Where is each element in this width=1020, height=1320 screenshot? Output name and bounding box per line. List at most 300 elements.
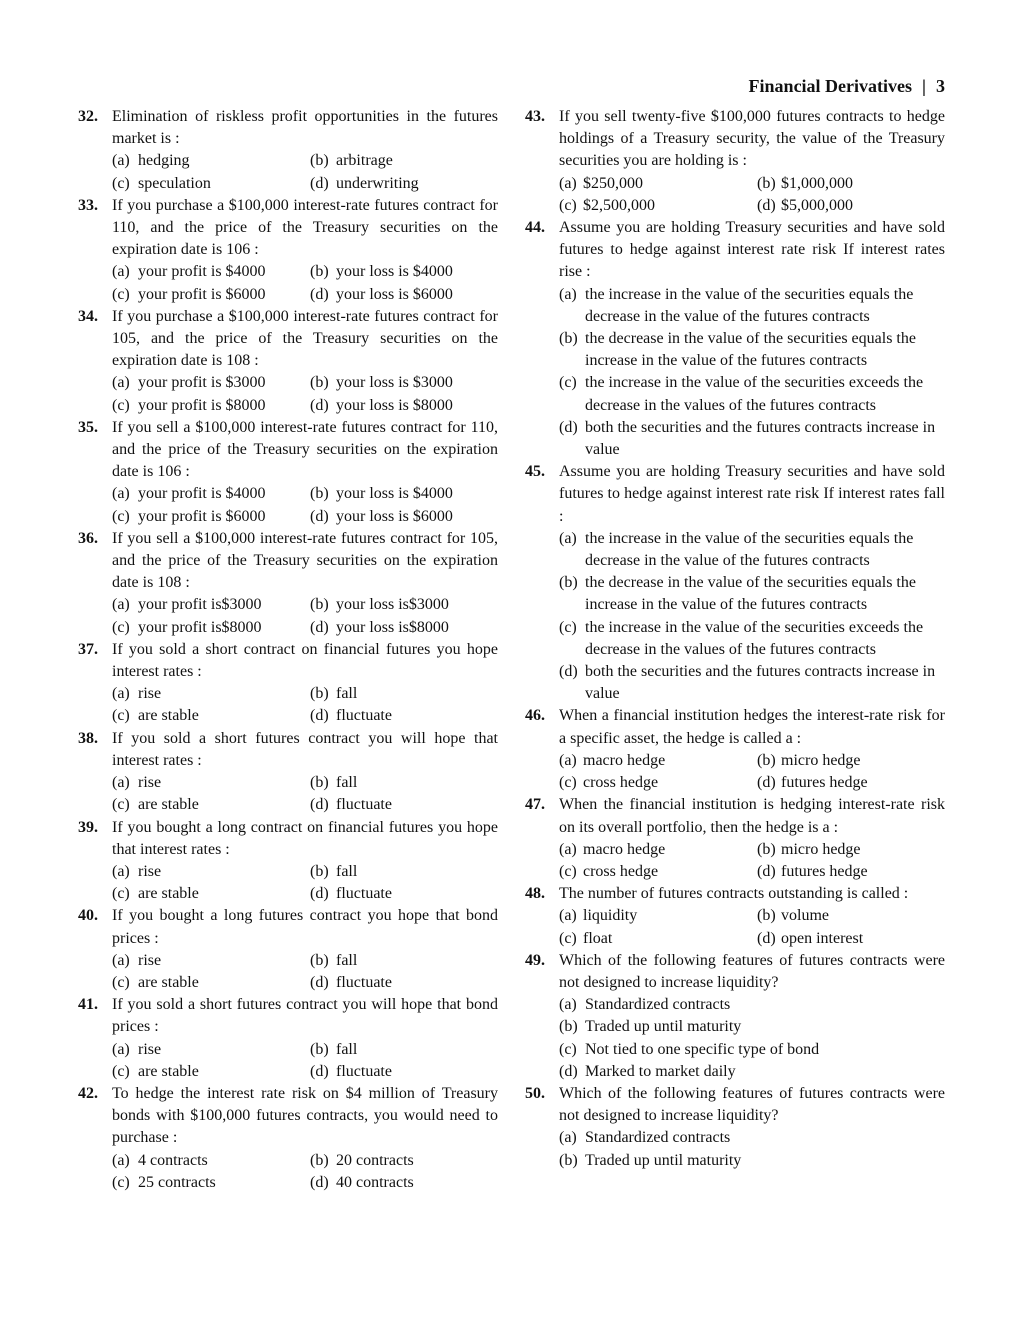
option-label: (a) (559, 285, 577, 303)
option-label: (d) (310, 707, 329, 725)
question-text: Which of the following features of futures contracts were not designed to increase liquidity? (559, 1084, 945, 1125)
option-text: the decrease in the value of the securities equals the increase in the value of the futures contracts (585, 330, 916, 370)
option-text: the increase in the value of the securities equals the decrease in the value of the futures contracts (585, 285, 914, 325)
answer-option (559, 1127, 945, 1149)
answer-option (310, 772, 498, 794)
option-text: the increase in the value of the securities equals the decrease in the value of the futures contracts (585, 529, 914, 570)
question-number: 47. (525, 796, 545, 814)
question-text: If you purchase a $100,000 interest-rate futures contract for 110, and the price of the Treasury securities on the expiration date is 106 : (112, 196, 498, 259)
question-text: If you sold a short futures contract you will hope that interest rates : (112, 729, 498, 769)
answer-options (112, 372, 498, 416)
question-38 (78, 728, 498, 817)
question-45 (525, 461, 945, 705)
option-label: (d) (559, 663, 578, 681)
question-text: Which of the following features of futures contracts were not designed to increase liquidity? (559, 951, 945, 991)
option-label: (a) (112, 596, 130, 614)
option-text: fall (336, 1040, 358, 1058)
answer-option (559, 772, 747, 794)
option-text: fluctuate (336, 796, 392, 814)
option-label: (d) (559, 418, 578, 436)
option-label: (d) (757, 774, 776, 792)
answer-option (112, 772, 300, 794)
option-label: (d) (310, 885, 329, 903)
option-text: your loss is$3000 (336, 596, 449, 614)
question-number: 37. (78, 640, 98, 658)
option-label: (c) (559, 1040, 577, 1058)
answer-option (310, 950, 498, 972)
option-text: 25 contracts (138, 1173, 216, 1191)
option-label: (a) (112, 1151, 130, 1169)
question-number: 32. (78, 108, 98, 125)
option-label: (d) (310, 973, 329, 991)
option-text: futures hedge (781, 862, 868, 880)
question-number: 45. (525, 463, 545, 481)
page-number: 3 (936, 76, 945, 96)
answer-options (559, 750, 945, 794)
answer-option (559, 928, 747, 950)
option-text: fluctuate (336, 885, 392, 903)
option-text: $2,500,000 (583, 196, 655, 214)
answer-option (559, 173, 747, 195)
option-label: (a) (559, 751, 577, 769)
answer-options (112, 483, 498, 527)
answer-option (559, 905, 747, 927)
option-label: (a) (559, 996, 577, 1014)
option-label: (b) (757, 907, 776, 925)
option-label: (c) (112, 507, 130, 525)
answer-option (112, 150, 300, 172)
answer-option (310, 284, 498, 306)
question-47 (525, 794, 945, 883)
answer-options (112, 1150, 498, 1194)
answer-option (757, 839, 945, 861)
question-number: 41. (78, 996, 98, 1014)
option-label: (b) (310, 596, 329, 614)
answer-option (310, 150, 498, 172)
option-label: (c) (112, 707, 130, 725)
question-49 (525, 950, 945, 1083)
option-label: (d) (310, 796, 329, 814)
question-33 (78, 195, 498, 306)
option-label: (d) (559, 1062, 578, 1080)
option-text: futures hedge (781, 774, 868, 792)
option-text: are stable (138, 707, 199, 725)
option-label: (c) (559, 374, 577, 392)
answer-option (559, 839, 747, 861)
answer-options (112, 594, 498, 638)
option-text: volume (781, 907, 829, 925)
answer-option (112, 1172, 300, 1194)
answer-option (310, 883, 498, 905)
option-label: (c) (559, 618, 577, 636)
question-number: 50. (525, 1084, 545, 1102)
answer-options (112, 683, 498, 727)
option-text: Marked to market daily (585, 1062, 736, 1080)
option-text: your loss is $6000 (336, 507, 453, 525)
option-label: (d) (310, 1173, 329, 1191)
option-text: fluctuate (336, 973, 392, 991)
answer-option (310, 705, 498, 727)
answer-option (112, 683, 300, 705)
option-text: fall (336, 862, 358, 880)
answer-option (559, 328, 945, 372)
answer-option (310, 617, 498, 639)
question-text: If you sold a short contract on financial futures you hope interest rates : (112, 640, 498, 681)
question-35 (78, 417, 498, 528)
option-text: rise (138, 774, 162, 792)
option-text: fluctuate (336, 707, 392, 725)
answer-option (112, 950, 300, 972)
question-text: The number of futures contracts outstanding is called : (559, 885, 909, 903)
option-label: (b) (310, 1040, 329, 1058)
question-39 (78, 817, 498, 906)
question-number: 40. (78, 907, 98, 925)
answer-option (559, 284, 945, 328)
option-text: macro hedge (583, 751, 666, 769)
answer-options (112, 261, 498, 305)
answer-option (559, 994, 945, 1016)
option-label: (b) (757, 174, 776, 192)
option-text: 20 contracts (336, 1151, 414, 1169)
option-label: (b) (559, 330, 578, 348)
option-text: fall (336, 774, 358, 792)
answer-option (112, 1039, 300, 1061)
option-text: speculation (138, 174, 211, 192)
header-title: Financial Derivatives (748, 76, 913, 96)
answer-options (559, 994, 945, 1083)
question-text: Assume you are holding Treasury securities and have sold futures to hedge against interest rate risk If interest rates rise : (559, 219, 945, 281)
answer-options (112, 772, 498, 816)
answer-option (112, 794, 300, 816)
option-text: Traded up until maturity (585, 1018, 742, 1036)
option-text: your profit is $4000 (138, 263, 266, 281)
option-text: are stable (138, 885, 199, 903)
answer-option (310, 506, 498, 528)
option-label: (a) (112, 774, 130, 792)
option-text: liquidity (583, 907, 638, 925)
right-column (525, 106, 945, 1172)
answer-option (757, 195, 945, 217)
option-label: (a) (559, 840, 577, 858)
option-label: (a) (559, 907, 577, 925)
answer-option (757, 861, 945, 883)
answer-option (310, 683, 498, 705)
option-label: (b) (310, 774, 329, 792)
option-text: the decrease in the value of the securities equals the increase in the value of the futures contracts (585, 574, 916, 614)
option-label: (c) (112, 796, 130, 814)
option-text: micro hedge (781, 751, 861, 769)
option-label: (d) (310, 396, 329, 414)
answer-options (112, 950, 498, 994)
answer-option (310, 395, 498, 417)
option-label: (b) (310, 951, 329, 969)
question-number: 49. (525, 951, 545, 969)
answer-option (559, 1016, 945, 1038)
answer-option (757, 750, 945, 772)
question-34 (78, 306, 498, 417)
option-text: your loss is $4000 (336, 263, 453, 281)
answer-options (112, 1039, 498, 1083)
question-number: 46. (525, 707, 545, 725)
option-text: your loss is$8000 (336, 618, 449, 636)
answer-options (559, 284, 945, 462)
question-text: If you sell a $100,000 interest-rate futures contract for 105, and the price of the Treasury securities on the expiration date is 108 : (112, 529, 498, 592)
option-label: (a) (112, 374, 130, 392)
option-text: 4 contracts (138, 1151, 208, 1169)
question-text: Elimination of riskless profit opportunities in the futures market is : (112, 108, 498, 148)
question-number: 35. (78, 418, 98, 436)
option-label: (c) (559, 929, 577, 947)
option-label: (b) (310, 862, 329, 880)
option-text: fall (336, 951, 358, 969)
option-text: your loss is $6000 (336, 285, 453, 303)
question-text: Assume you are holding Treasury securities and have sold futures to hedge against interest rate risk If interest rates fall : (559, 463, 945, 525)
option-text: your loss is $3000 (336, 374, 453, 392)
option-label: (b) (310, 485, 329, 503)
question-number: 43. (525, 108, 545, 125)
answer-option (310, 1172, 498, 1194)
answer-option (559, 617, 945, 661)
option-text: rise (138, 862, 162, 880)
question-number: 42. (78, 1084, 98, 1102)
option-label: (c) (559, 862, 577, 880)
option-label: (c) (112, 885, 130, 903)
question-number: 38. (78, 729, 98, 747)
option-label: (a) (112, 1040, 130, 1058)
answer-option (112, 861, 300, 883)
option-label: (c) (112, 396, 130, 414)
option-text: Not tied to one specific type of bond (585, 1040, 820, 1058)
option-label: (a) (112, 862, 130, 880)
option-label: (b) (757, 840, 776, 858)
option-label: (b) (310, 374, 329, 392)
answer-option (757, 905, 945, 927)
answer-option (559, 861, 747, 883)
answer-option (559, 1061, 945, 1083)
option-label: (d) (757, 862, 776, 880)
answer-option (112, 284, 300, 306)
answer-options (559, 173, 945, 217)
option-label: (b) (559, 574, 578, 592)
question-text: If you sell a $100,000 interest-rate futures contract for 110, and the price of the Treasury securities on the expiration date is 106 : (112, 418, 498, 481)
answer-option (112, 395, 300, 417)
answer-option (112, 1061, 300, 1083)
answer-option (112, 594, 300, 616)
option-text: the increase in the value of the securities exceeds the decrease in the values of the futures contracts (585, 618, 924, 658)
question-50 (525, 1083, 945, 1172)
answer-option (112, 506, 300, 528)
option-label: (b) (310, 263, 329, 281)
answer-option (559, 372, 945, 416)
answer-options (559, 839, 945, 883)
option-label: (b) (310, 685, 329, 703)
answer-option (757, 173, 945, 195)
question-number: 34. (78, 307, 98, 325)
answer-option (559, 572, 945, 616)
answer-option (310, 372, 498, 394)
question-text: If you sold a short futures contract you will hope that bond prices : (112, 996, 498, 1036)
option-text: micro hedge (781, 840, 861, 858)
answer-option (310, 861, 498, 883)
option-text: $1,000,000 (781, 174, 853, 192)
answer-option (559, 661, 945, 705)
answer-option (559, 417, 945, 461)
option-text: the increase in the value of the securities exceeds the decrease in the values of the futures contracts (585, 374, 924, 414)
answer-option (310, 1039, 498, 1061)
question-text: To hedge the interest rate risk on $4 million of Treasury bonds with $100,000 futures contracts, you would need to purchase : (112, 1084, 498, 1147)
answer-option (310, 794, 498, 816)
left-column (78, 106, 498, 1194)
option-label: (d) (757, 196, 776, 214)
answer-option (112, 372, 300, 394)
option-text: your profit is $8000 (138, 396, 266, 414)
option-label: (a) (112, 263, 130, 281)
option-text: your profit is $3000 (138, 374, 266, 392)
option-text: both the securities and the futures contracts increase in value (585, 418, 936, 459)
answer-option (757, 772, 945, 794)
answer-option (310, 1150, 498, 1172)
answer-option (310, 483, 498, 505)
answer-option (559, 1150, 945, 1172)
option-label: (b) (559, 1018, 578, 1036)
answer-options (559, 528, 945, 706)
option-label: (c) (112, 174, 130, 192)
question-text: If you bought a long futures contract you hope that bond prices : (112, 907, 498, 947)
question-42 (78, 1083, 498, 1194)
option-text: 40 contracts (336, 1173, 414, 1191)
question-text: If you purchase a $100,000 interest-rate futures contract for 105, and the price of the Treasury securities on the expiration date is 108 : (112, 307, 498, 370)
option-text: are stable (138, 973, 199, 991)
option-text: cross hedge (583, 862, 659, 880)
option-text: your profit is $6000 (138, 507, 266, 525)
option-text: Traded up until maturity (585, 1151, 742, 1169)
option-text: Standardized contracts (585, 996, 731, 1014)
option-text: rise (138, 685, 162, 703)
option-label: (d) (310, 1062, 329, 1080)
option-text: hedging (138, 152, 190, 170)
answer-option (112, 617, 300, 639)
question-text: When a financial institution hedges the interest-rate risk for a specific asset, the hedge is called a : (559, 707, 945, 747)
question-number: 33. (78, 196, 98, 214)
option-text: both the securities and the futures contracts increase in value (585, 663, 936, 703)
option-text: float (583, 929, 613, 947)
page-header (749, 76, 945, 97)
option-text: your profit is$8000 (138, 618, 262, 636)
question-41 (78, 994, 498, 1083)
option-text: macro hedge (583, 840, 666, 858)
option-text: your profit is $6000 (138, 285, 266, 303)
question-46 (525, 705, 945, 794)
answer-option (112, 1150, 300, 1172)
option-label: (b) (559, 1151, 578, 1169)
option-label: (a) (112, 152, 130, 170)
option-label: (d) (310, 285, 329, 303)
option-label: (c) (112, 618, 130, 636)
option-label: (a) (559, 529, 577, 547)
question-32 (78, 106, 498, 195)
option-text: open interest (781, 929, 864, 947)
answer-option (112, 883, 300, 905)
answer-option (310, 261, 498, 283)
option-label: (b) (310, 152, 329, 170)
option-text: your profit is$3000 (138, 596, 262, 614)
option-text: your loss is $4000 (336, 485, 453, 503)
question-44 (525, 217, 945, 461)
option-text: rise (138, 951, 162, 969)
answer-option (112, 261, 300, 283)
answer-option (310, 594, 498, 616)
option-label: (d) (310, 507, 329, 525)
header-separator: | (922, 76, 926, 96)
option-label: (a) (112, 951, 130, 969)
answer-option (559, 1039, 945, 1061)
question-number: 48. (525, 885, 545, 903)
question-text: If you sell twenty-five $100,000 futures contracts to hedge holdings of a Treasury security, the value of the Treasury securities you are holding is : (559, 108, 945, 170)
option-label: (d) (310, 618, 329, 636)
option-label: (c) (112, 973, 130, 991)
answer-options (112, 150, 498, 194)
option-text: $5,000,000 (781, 196, 853, 214)
option-label: (d) (310, 174, 329, 192)
option-text: your loss is $8000 (336, 396, 453, 414)
option-text: are stable (138, 796, 199, 814)
option-label: (c) (112, 1062, 130, 1080)
answer-option (757, 928, 945, 950)
answer-options (112, 861, 498, 905)
answer-option (112, 173, 300, 195)
option-text: rise (138, 1040, 162, 1058)
question-40 (78, 905, 498, 994)
option-label: (a) (112, 485, 130, 503)
answer-option (559, 195, 747, 217)
question-37 (78, 639, 498, 728)
answer-option (112, 972, 300, 994)
answer-option (112, 705, 300, 727)
question-36 (78, 528, 498, 639)
answer-option (310, 972, 498, 994)
option-label: (b) (757, 751, 776, 769)
question-number: 36. (78, 529, 98, 547)
option-label: (a) (559, 174, 577, 192)
option-label: (a) (112, 685, 130, 703)
option-text: fall (336, 685, 358, 703)
option-label: (c) (559, 196, 577, 214)
question-48 (525, 883, 945, 950)
question-text: When the financial institution is hedging interest-rate risk on its overall portfolio, then the hedge is a : (559, 796, 945, 836)
option-label: (a) (559, 1129, 577, 1147)
option-label: (c) (112, 285, 130, 303)
option-label: (c) (112, 1173, 130, 1191)
option-text: Standardized contracts (585, 1129, 731, 1147)
answer-options (559, 1127, 945, 1171)
option-text: fluctuate (336, 1062, 392, 1080)
question-43 (525, 106, 945, 217)
option-text: your profit is $4000 (138, 485, 266, 503)
answer-options (559, 905, 945, 949)
answer-option (559, 750, 747, 772)
answer-option (559, 528, 945, 572)
option-text: arbitrage (336, 152, 393, 170)
option-text: underwriting (336, 174, 419, 192)
option-label: (c) (559, 774, 577, 792)
option-text: are stable (138, 1062, 199, 1080)
answer-option (112, 483, 300, 505)
answer-option (310, 1061, 498, 1083)
option-text: cross hedge (583, 774, 659, 792)
option-label: (d) (757, 929, 776, 947)
question-number: 39. (78, 818, 98, 836)
option-label: (b) (310, 1151, 329, 1169)
